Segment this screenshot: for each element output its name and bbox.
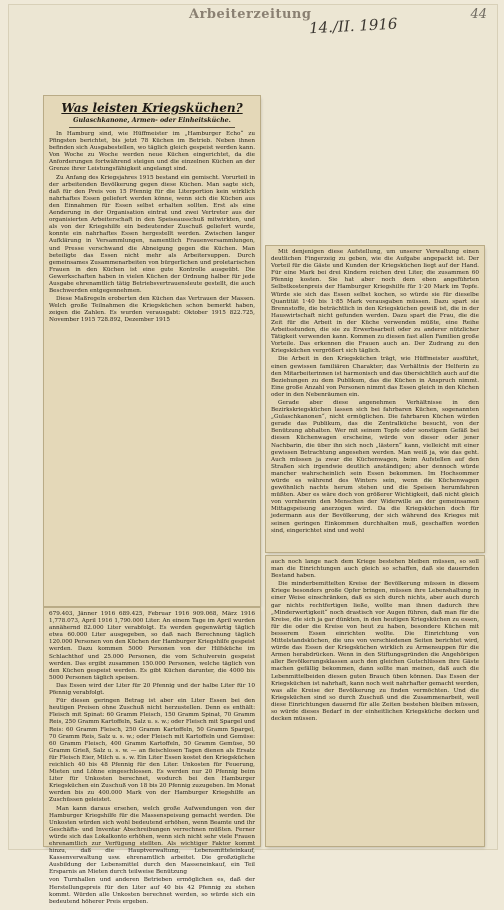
paragraph: Für diesen geringen Betrag ist aber ein Liter Essen bei den heutigen Preisen ohne Zuschuß nicht herzustellen. Denn es enthält: Fleisch mit Spinat: 60 Gramm Fleisch, 150 Gramm Spinat, 70 Gramm Reis, 250 Gramm Kartoffeln, Salz u. s. w.; oder Fleisch mit Spargel und Reis: 60 Gramm Fleisch, 250 Gramm Kartoffeln, 50 Gramm Spargel, 70 Gramm Reis, Salz u. s. w.; oder Fleisch mit Kartoffeln und Gemüse: 60 Gramm Fleisch, 400 Gramm Kartoffeln, 50 Gramm Gemüse, 50 Gramm Grieß, Salz u. s. w. — an fleischlosen Tagen dienen als Ersatz für Fleisch Eier, Milch u. s. w. Ein Liter Essen kostet den Kriegsküchen reichlich 40 bis 48 Pfennig für den Liter. Unkosten für Feuerung, Mieten und Löhne eingeschlossen. Es werden nur 20 Pfennig beim Liter für Unkosten berechnet, wodurch bei den Hamburger Kriegsküchen ein Zuschuß von 18 bis 20 Pfennig zuzugeben. Im Monat werden bis zu 400.000 Mark von der Hamburger Kriegshilfe an Zuschüssen geleistet. bbox=[49, 698, 255, 804]
paragraph: Man kann daraus ersehen, welch große Aufwendungen von der Hamburger Kriegshilfe für die Massenspeisung gemacht werden. Die Unkosten würden sich wohl bedeutend erhöhen, wenn Beamte und ihr Geschäfts- und Inventar Abschreibungen verrechnen müßten. Ferner würde sich das Lokalkonto erhöhen, wenn sich nicht sehr viele Frauen ehrenamtlich zur Verfügung stellten. Als wichtiger Faktor kommt hinzu, daß die Hauptverwaltung, Lebensmitteleinkauf, Kassenverwaltung usw. ehrenamtlich arbeitet. Die großzügliche Ausbildung der Lebensmittel durch den Masseneinkauf, ein Teil Ersparnis an Mieten durch teilweise Benützung bbox=[49, 805, 255, 876]
handwritten-page-number: 44 bbox=[470, 7, 487, 22]
paragraph: Das Essen wird der Liter für 20 Pfennig und der halbe Liter für 10 Pfennig verabfolgt. bbox=[49, 682, 255, 697]
paragraph: Gerade aber diese angenehmen Verhältnisse in den Bezirkskriegsküchen lassen sich bei fahrbaren Küchen, sogenannten „Gulaschkanonen“, nicht ermöglichen. Die fahrbaren Küchen würden gerade das Publikum, das die Zentralküche besucht, von der Benützung abhalten. Wer mit seinem Topfe oder sonstigem Gefäß bei diesen Küchenwagen erscheine, würde von dieser oder jener Nachbarin, die über ihn sich noch „lästern“ kann, vielleicht mit einer gewissen Betrachtung angesehen werden. Man weiß ja, wie das geht. Auch müssen ja zwar die Küchenwagen, beim Aufstellen auf den Straßen sich irgendwie deutlich anständigen; aber dennoch würde mancher wahrscheinlich sein Essen bekommen. Im Hochsommer würde es während des Winters sein, wenn die Küchenwagen gewöhnlich nachts herum stehen und die Speisen herumfahren müßten. Aber es wäre doch von größerer Wichtigkeit, daß nicht gleich von vornherein den Menschen der Widerwille an der gemeinsamen Mittagspeisung anerzogen wird. Da die Kriegsküchen doch für jedermann aus der Bevölkerung, der sich während des Krieges mit seinen geringen Einkommen durchhalten muß, geschaffen worden sind, eingerichtet sind und wohl bbox=[271, 399, 479, 534]
clipping-column-1 bbox=[44, 96, 260, 606]
paragraph: Diese Maßregeln eroberten den Küchen das Vertrauen der Massen. Welch große Teilnahmen die Kriegsküchen schon bemerkt haben, zeigen die Zahlen. Es wurden verausgabt: Oktober 1915 822.725, November 1915 728.892, Dezember 1915 bbox=[49, 296, 255, 324]
paragraph: In Hamburg sind, wie Hüffmeister im „Hamburger Echo“ zu Pfingsten berichtet, bis jetzt 78 Küchen im Betrieb. Neben ihnen befinden sich Ausgabestellen, wo täglich gleich gespeist werden kann. Von Woche zu Woche werden neue Küchen eingerichtet, da die Anforderungen fortwährend steigen und die einzelnen Küchen an der Grenze ihrer Leistungsfähigkeit angelangt sind. bbox=[49, 131, 255, 173]
article-subhead: Gulaschkanone, Armen- oder Einheitsküche. bbox=[73, 117, 231, 124]
clipping-column-2 bbox=[44, 608, 260, 905]
article-headline: Was leisten Kriegsküchen? bbox=[61, 101, 243, 115]
headline-rule bbox=[69, 127, 235, 128]
paragraph: Zu Anfang des Kriegsjahres 1915 bestand ein gemischt. Vorurteil in der arbeitenden Bevölkerung gegen diese Küchen. Man sagte sich, daß für den Preis von 15 Pfennig für die Literportion kein wirklich nahrhaftes Essen geliefert werden könne, wenn sich die Küchen aus den Einnahmen für Essen selbst erhalten sollten. Erst als eine Aenderung in der Organisation eintrat und zwei Vertreter aus der organisierten Arbeiterschaft in den Speiseausschuß mitwirkten, und als von der Kriegshilfe ein bedeutender Zuschuß geliefert wurde, konnte ein nahrhaftes Essen hergestellt werden. Zwischen langer Aufklärung in Versammlungen, namentlich Frauenversammlungen, und Presse verschwand die Abneigung gegen die Küchen. Man beteiligte das Essen nicht mehr als Arbeitersuppen. Durch gemeinsames Zusammenarbeiten von bürgerlichen und proletarischen Frauen in den Küchen ist eine gute Kontrolle ausgeübt. Die Gewerkschaften haben in vielen Küchen der Ordnung halber für jede Ausgabe ehrenamtlich tätig Betriebsvertrauensleute gestellt, die auch Beschwerden entgegennehmen. bbox=[49, 174, 255, 295]
paragraph: Mit denjenigen diese Aufstellung, um unserer Verwaltung einen deutlichen Fingerzeig zu geben, wie die Aufgabe angepackt ist. Der Vorteil für die Gäste und Kunden der Kriegsküchen liegt auf der Hand. Für eine Mark bei drei Kindern reichen drei Liter, die zusammen 60 Pfennig kosten. Sie hat aber noch dem eben angeführten Selbstkostenpreis der Hamburger Kriegshilfe für 1·20 Mark im Topfe. Würde sie sich das Essen selbst kochen, so würde sie für dieselbe Quantität 1·40 bis 1·85 Mark verausgaben müssen. Dazu spart sie Brennstoffe, die beträchtlich in den Kriegsküchen gewiß ist, die in der Hauswirtschaft nicht gefunden werden. Dazu spart die Frau, die die Zeit für die Arbeit in der Küche verwenden müßte, eine Reihe Arbeitsstunden, die sie zu Erwerbsarbeit oder zu anderer nützlicher Tätigkeit verwenden kann. Kommen zu diesen fast allen Familien große Vorteile. Das erkennen die Frauen auch an. Der Zudrang zu den Kriegsküchen vergrößert sich täglich. bbox=[271, 249, 479, 355]
masthead-stamp: Arbeiterzeitung bbox=[189, 7, 312, 22]
paragraph: 679.403, Jänner 1916 689.425, Februar 1916 909.068, März 1916 1,778.073, April 1916 1,790.000 Liter. An einem Tage im April wurden annähernd 82.000 Liter verabfolgt. Es werden gegenwärtig täglich etwa 60.000 Liter ausgegeben, so daß nach Berechnung täglich 120.000 Personen von den Küchen der Hamburger Kriegshilfe gespeist werden. Dazu kommen 5000 Personen von der Hilfsküche im Schlachthof und 25.000 Personen, die vom Schulverein gespeist werden. Das ergibt zusammen 150.000 Personen, welche täglich von den Küchen gespeist werden. Es gibt Küchen darunter, die 4000 bis 5000 Personen täglich speisen. bbox=[49, 611, 255, 681]
clipping-column-3 bbox=[266, 246, 484, 552]
paragraph: von Turnhallen und anderen Betrieben ermöglichen es, daß der Herstellungspreis für den Liter auf 40 bis 42 Pfennig zu stehen kommt. Würden alle Unkosten berechnet werden, so würde sich ein bedeutend höherer Preis ergeben. bbox=[49, 877, 255, 905]
paragraph: auch noch lange nach dem Kriege bestehen bleiben müssen, so soll man die Einrichtungen auch gleich so schaffen, daß sie dauernden Bestand haben. bbox=[271, 559, 479, 580]
paragraph: Die Arbeit in den Kriegsküchen trägt, wie Hüffmeister ausführt, einen gewissen familiären Charakter; das Verhältnis der Helferin zu den Mitarbeiterinnen ist harmonisch und das übersichtlich auch auf die Beziehungen zu dem Publikum, das die Küchen in Anspruch nimmt. Eine große Anzahl von Personen nimmt das Essen gleich in den Küchen oder in den Nebenräumen ein. bbox=[271, 356, 479, 398]
handwritten-date: 14./II. 1916 bbox=[308, 14, 398, 38]
clipping-column-4 bbox=[266, 556, 484, 846]
paragraph: Die minderbemittelten Kreise der Bevölkerung müssen in diesem Kriege besonders große Opfer bringen, müssen ihre Lebenshaltung in einer Weise einschränken, daß es sich durch nichts, aber auch durch gar nichts rechtfertigen ließe, wollte man ihnen dadurch ihre „Minderwertigkeit“ noch drastisch vor Augen führen, daß man für die Kreise, die sich ja gar dünkten, in den heutigen Kriegsküchen zu essen, für die oder die Kreise von heut zu haben, besondere Küchen mit besserem Essen einrichten wollte. Die Einrichtung von Mittelstandsküchen, die uns von verschiedenen Seiten berichtet wird, würde das Essen der Kriegsküchen wirklich zu Armensuppen für die Armen herabdrücken. Wenn in den Stiftungsgründen die Angehörigen aller Bevölkerungsklassen auch den gleichen Gutschlüssen ihre Gäste machen gefällig bekommen, dann sollte man meinen, daß auch die Lebenmittelbeiden diesen guten Brauch üben können. Das Essen der Kriegsküchen ist nahrhaft, kann noch weit nahrhafter gemacht werden, was alle Kreise der Bevölkerung zu finden vermöchten. Und die Kriegsküchen sind so durch Zuschuß und die Zusammenarbeit, weil diese Einrichtungen dauernd für alle Zeiten bestehen bleiben müssen, so würde dieses Bedarf in der einheitlichen Kriegsküche decken und decken müssen. bbox=[271, 581, 479, 723]
